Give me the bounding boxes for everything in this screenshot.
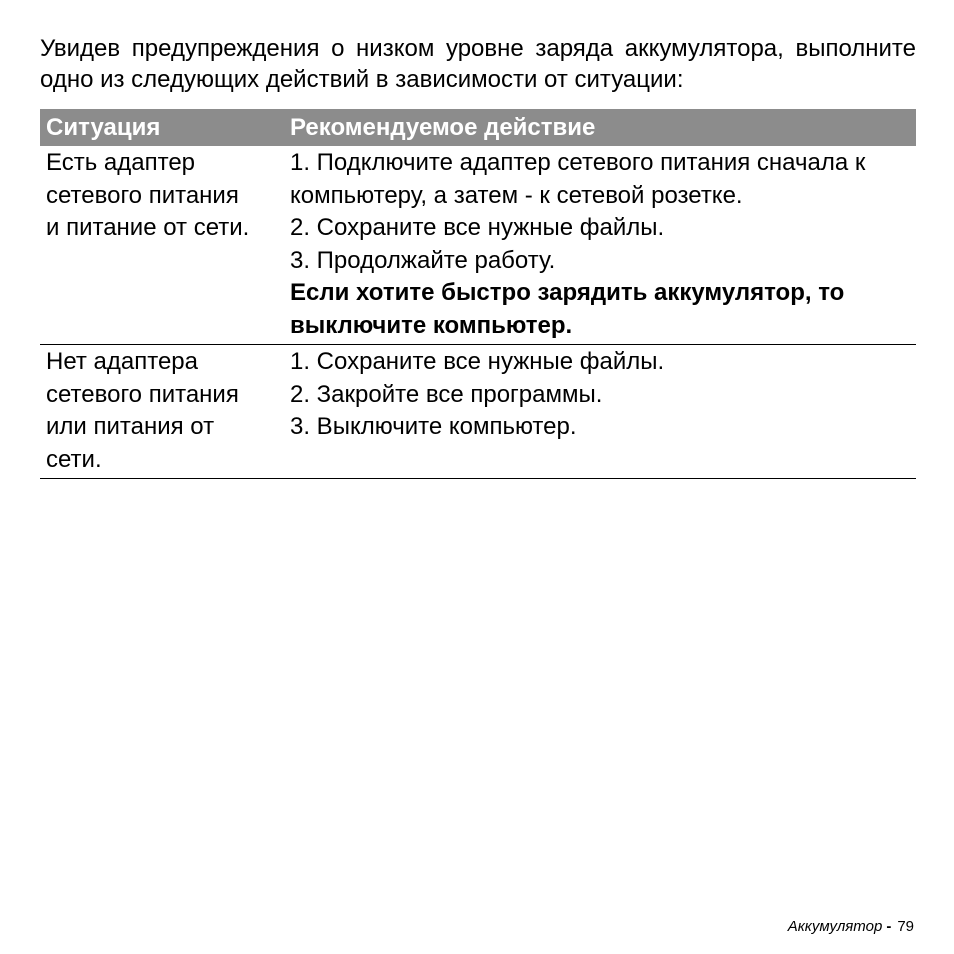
situation-cell bbox=[40, 146, 286, 345]
action-step: 3. Продолжайте работу. bbox=[290, 246, 556, 274]
action-cell bbox=[286, 146, 916, 345]
fast-charge-note: Если хотите быстро зарядить аккумулятор, то выключите компьютер. bbox=[290, 279, 845, 339]
table-row bbox=[40, 146, 916, 345]
situation-line: сетевого питания bbox=[46, 380, 239, 408]
situation-line: сетевого питания bbox=[46, 181, 239, 209]
action-step: 1. Подключите адаптер сетевого питания сначала к компьютеру, а затем - к сетевой розетке. bbox=[290, 149, 866, 209]
action-step: 2. Сохраните все нужные файлы. bbox=[290, 214, 665, 241]
action-step: 1. Сохраните все нужные файлы. bbox=[290, 348, 665, 375]
table-header-row bbox=[40, 109, 916, 146]
action-step: 3. Выключите компьютер. bbox=[290, 413, 577, 440]
situation-cell bbox=[40, 345, 286, 479]
situation-line: Нет адаптера bbox=[46, 348, 199, 375]
situation-line: и питание от сети. bbox=[46, 214, 250, 241]
footer-separator: - bbox=[886, 918, 892, 935]
situation-line: сети. bbox=[46, 445, 102, 473]
header-action: Рекомендуемое действие bbox=[286, 109, 916, 146]
table-row bbox=[40, 345, 916, 479]
action-step: 2. Закройте все программы. bbox=[290, 380, 603, 408]
page-footer bbox=[788, 918, 914, 936]
action-cell bbox=[286, 345, 916, 479]
battery-actions-table bbox=[40, 109, 916, 479]
footer-section-title: Аккумулятор bbox=[787, 918, 883, 935]
situation-line: Есть адаптер bbox=[46, 149, 196, 176]
situation-line: или питания от bbox=[46, 413, 215, 440]
header-situation: Ситуация bbox=[40, 109, 286, 146]
intro-paragraph: Увидев предупреждения о низком уровне заряда аккумулятора, выполните одно из следующих действий в зависимости от ситуации: bbox=[40, 35, 916, 93]
page-number: 79 bbox=[897, 918, 914, 935]
